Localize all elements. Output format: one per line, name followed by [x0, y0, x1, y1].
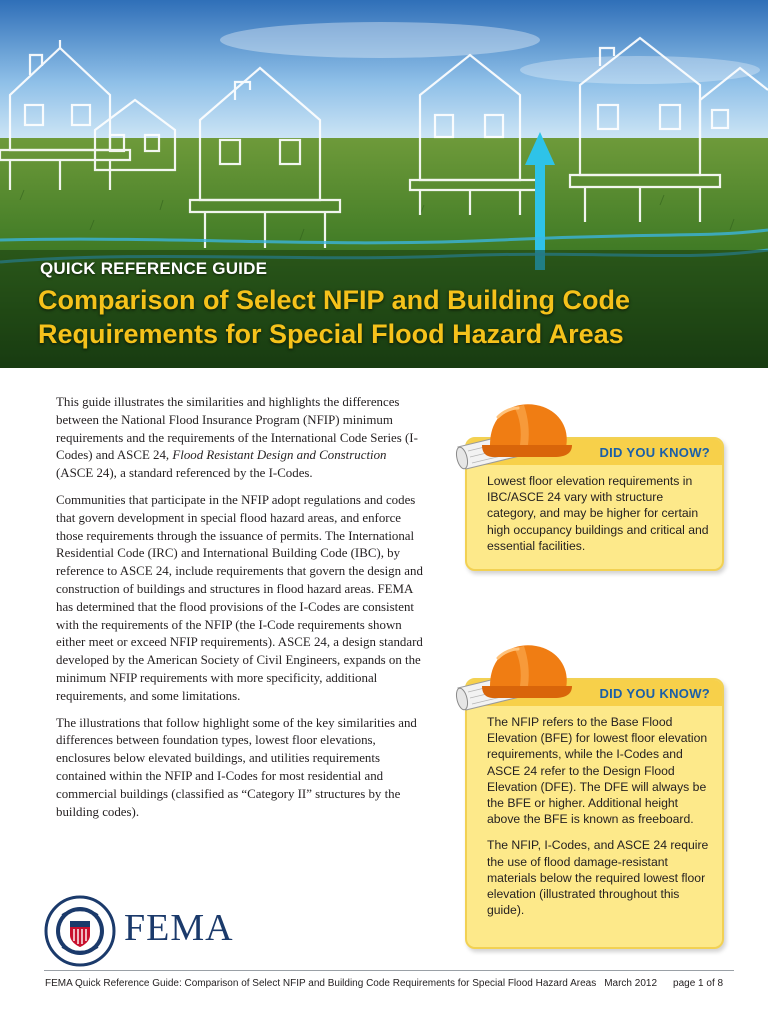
- footer-rule: [44, 970, 734, 971]
- page-title: [38, 283, 758, 351]
- fema-wordmark: FEMA: [124, 907, 234, 949]
- callout-paragraph: Lowest floor elevation requirements in IBC/ASCE 24 vary with structure category, and may be higher for certain high occupancy buildings and critical and essential facilities.: [487, 474, 709, 553]
- dhs-seal-icon: [44, 895, 116, 967]
- header-banner: [0, 0, 768, 368]
- intro-column: [56, 394, 424, 830]
- callout-body: [487, 473, 709, 564]
- hard-hat-blueprint-icon: [454, 636, 574, 716]
- title-line-2: Requirements for Special Flood Hazard Areas: [38, 319, 624, 349]
- callout-body: [487, 714, 709, 928]
- callout-paragraph: The NFIP refers to the Base Flood Elevation (BFE) for lowest floor elevation requirements, while the I-Codes and ASCE 24 refer to the Design Flood Elevation (DFE). The DFE will always be the BFE or higher. Additional height above the BFE is known as freeboard.: [487, 715, 708, 827]
- callout-heading: DID YOU KNOW?: [599, 686, 710, 701]
- footer-title: FEMA Quick Reference Guide: Comparison of Select NFIP and Building Code Requirements for Special Flood Hazard Areas: [45, 978, 597, 989]
- did-you-know-callout-2: [465, 678, 724, 949]
- standard-title: Flood Resistant Design and Construction: [172, 448, 387, 463]
- footer-date: March 2012: [604, 978, 658, 989]
- intro-paragraph-2: Communities that participate in the NFIP adopt regulations and codes that govern development in special flood hazard areas, and enforce those requirements through the issuance of permits. The International Residential Code (IRC) and International Building Code (IBC), by reference to ASCE 24, include requirements that govern the design and construction of buildings and structures in flood hazard areas. FEMA has determined that the flood provisions of the I-Codes are consistent with the requirements of the NFIP (the I-Code requirements shown either meet or exceed NFIP requirements). ASCE 24, a design standard developed by the American Society of Civil Engineers, expands on the minimum NFIP requirements with more specificity, additional requirements, and some limitations.: [56, 492, 423, 703]
- intro-paragraph-3: The illustrations that follow highlight some of the key similarities and differences between foundation types, lowest floor elevations, enclosures below elevated buildings, and utilities requirements contained within the NFIP and I-Codes for most residential and commercial buildings (classified as “Category II” structures by the building codes).: [56, 715, 417, 819]
- page-footer: [45, 978, 755, 989]
- callout-paragraph: The NFIP, I-Codes, and ASCE 24 require the use of flood damage-resistant materials below the required lowest floor elevation (illustrated throughout this guide).: [487, 838, 709, 918]
- intro-text-end: (ASCE 24), a standard referenced by the I-Codes.: [56, 466, 313, 481]
- callout-heading: DID YOU KNOW?: [599, 445, 710, 460]
- intro-text: This guide illustrates the similarities and highlights the differences between the National Flood Insurance Program (NFIP) minimum requirements and the requirements of the International Code Series (I-Codes) and ASCE 24,: [56, 395, 418, 463]
- guide-kicker: QUICK REFERENCE GUIDE: [40, 259, 268, 278]
- intro-paragraph-1: [56, 394, 424, 483]
- hard-hat-blueprint-icon: [454, 395, 574, 475]
- fema-logo: [44, 895, 244, 965]
- title-line-1: Comparison of Select NFIP and Building Code: [38, 285, 631, 315]
- page-number: page 1 of 8: [673, 978, 724, 989]
